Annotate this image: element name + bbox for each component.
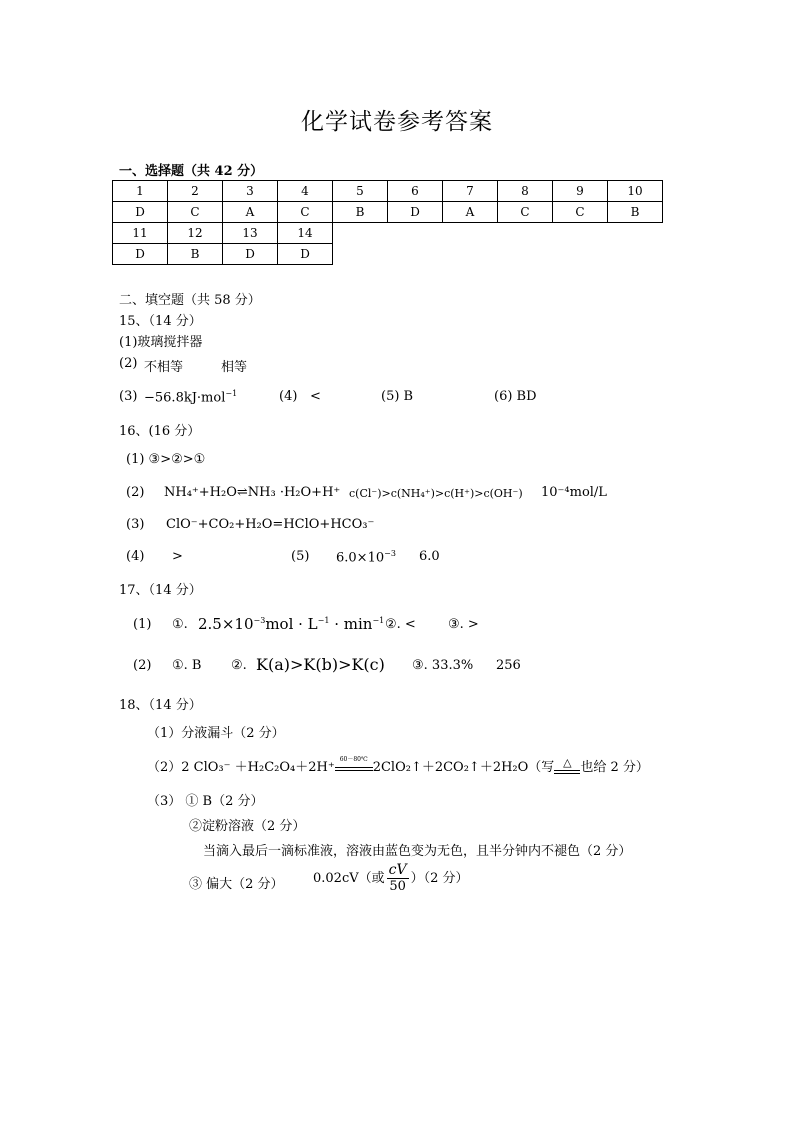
q16-answer-4: > <box>172 549 183 564</box>
page-title: 化学试卷参考答案 <box>301 109 493 135</box>
q15-answer-4-num: (4) <box>279 389 298 404</box>
q18-equation-end: 也给 2 分） <box>580 760 649 775</box>
q15-answer-4: < <box>310 389 321 404</box>
q18-equation-lead: （2）2 ClO₃⁻ ＋H₂C₂O₄＋2H⁺ <box>147 760 335 775</box>
answer-cell: A <box>223 202 278 223</box>
q15-answer-2-first: 不相等 <box>144 360 184 375</box>
q18-answer-3-2-desc: 当滴入最后一滴标准液，溶液由蓝色变为无色，且半分钟内不褪色（2 分） <box>203 844 632 859</box>
table-row <box>113 181 663 202</box>
question-number: 4 <box>278 181 333 202</box>
question-number: 9 <box>553 181 608 202</box>
q17-rate-value: 2.5×10 <box>198 615 254 633</box>
q18-value-text: 0.02cV（或 <box>313 871 385 886</box>
q16-answer-5-exp: −3 <box>384 549 396 558</box>
q17-answer-2-num: (2) <box>133 658 152 673</box>
q17-answer-1-num: (1) <box>133 617 152 632</box>
answer-cell: C <box>553 202 608 223</box>
q17-rate-unit-exp: −1 <box>317 616 330 625</box>
q18-answer-3-2: ②淀粉溶液（2 分） <box>189 819 306 834</box>
section-choice-heading: 一、选择题（共 42 分） <box>119 164 264 179</box>
answer-cell: A <box>443 202 498 223</box>
q15-answer-1: (1)玻璃搅拌器 <box>119 335 203 350</box>
question-number: 8 <box>498 181 553 202</box>
fraction-numerator: cV <box>388 862 407 878</box>
q16-answer-1: (1) ③>②>① <box>126 452 206 467</box>
q15-answer-3-value: −56.8kJ·mol <box>144 390 226 406</box>
q16-answer-2-equation: NH₄⁺+H₂O⇌NH₃ ·H₂O+H⁺ <box>164 485 341 500</box>
answer-cell: C <box>168 202 223 223</box>
question-number: 10 <box>608 181 663 202</box>
q17-answer-2-part3: ③. 33.3% <box>412 658 474 673</box>
q16-label: 16、(16 分） <box>119 424 201 439</box>
q18-answer-3-1: （3） ① B（2 分） <box>147 794 264 809</box>
q18-answer-3-3-value <box>313 863 468 894</box>
q16-answer-5-value: 6.0×10 <box>336 550 385 566</box>
question-number: 1 <box>113 181 168 202</box>
question-number: 11 <box>113 223 168 244</box>
answer-cell: B <box>608 202 663 223</box>
answer-cell: C <box>278 202 333 223</box>
q17-answer-2-part2: K(a)>K(b)>K(c) <box>256 655 385 674</box>
q17-rate-unit-min: · min <box>329 615 373 633</box>
answer-cell: C <box>498 202 553 223</box>
q18-answer-3-3: ③ 偏大（2 分） <box>189 877 284 892</box>
question-number: 7 <box>443 181 498 202</box>
reaction-condition-text: 60－80℃ <box>339 755 368 763</box>
q16-answer-5-second: 6.0 <box>419 549 440 564</box>
choice-table-row2 <box>112 222 333 265</box>
q15-answer-3-exp: −1 <box>225 389 238 398</box>
q17-rate-unit: mol · L <box>265 615 318 633</box>
q15-answer-3-num: (3) <box>119 389 138 404</box>
q15-answer-5: (5) B <box>381 389 414 404</box>
q15-answer-3 <box>144 389 237 405</box>
answer-cell: B <box>168 244 223 265</box>
table-row <box>113 202 663 223</box>
q17-rate-exp: −3 <box>253 616 266 625</box>
question-number: 2 <box>168 181 223 202</box>
q15-answer-2-second: 相等 <box>221 360 248 375</box>
q17-answer-1-part2: ②. < <box>385 617 416 632</box>
question-number: 13 <box>223 223 278 244</box>
question-number: 14 <box>278 223 333 244</box>
q17-label: 17、（14 分） <box>119 583 202 598</box>
q16-answer-5-num: (5) <box>291 549 310 564</box>
table-row <box>113 244 333 265</box>
q18-label: 18、（14 分） <box>119 698 202 713</box>
q17-answer-2-part1: ①. B <box>172 658 202 673</box>
answer-cell: D <box>113 202 168 223</box>
answer-cell: D <box>223 244 278 265</box>
q16-answer-2-conc: 10⁻⁴mol/L <box>541 485 607 500</box>
q17-answer-1-part1: ①. <box>172 617 188 632</box>
q16-answer-2-order: c(Cl⁻)>c(NH₄⁺)>c(H⁺)>c(OH⁻) <box>349 487 523 500</box>
fraction <box>387 863 409 894</box>
q18-value-end: ）（2 分） <box>410 871 469 886</box>
q15-label: 15、（14 分） <box>119 314 202 329</box>
q16-answer-2-num: (2) <box>126 485 145 500</box>
q17-answer-2-part2-label: ②. <box>231 658 247 673</box>
q15-answer-6: (6) BD <box>494 389 537 404</box>
choice-table-row1 <box>112 180 663 223</box>
q18-equation-tail: 2ClO₂↑＋2CO₂↑＋2H₂O（写 <box>372 760 555 775</box>
q18-answer-1: （1）分液漏斗（2 分） <box>147 726 285 741</box>
q16-answer-3-num: (3) <box>126 517 145 532</box>
q18-answer-2 <box>147 756 649 776</box>
question-number: 12 <box>168 223 223 244</box>
heat-symbol-arrow <box>554 755 580 776</box>
q17-rate-unit-min-exp: −1 <box>372 616 385 625</box>
reaction-condition-arrow <box>335 755 373 776</box>
question-number: 3 <box>223 181 278 202</box>
question-number: 6 <box>388 181 443 202</box>
q17-answer-1-part3: ③. > <box>448 617 479 632</box>
answer-cell: B <box>333 202 388 223</box>
answer-cell: D <box>113 244 168 265</box>
q16-answer-5 <box>336 549 396 565</box>
heat-symbol: △ <box>563 755 572 769</box>
answer-cell: D <box>388 202 443 223</box>
fraction-denominator: 50 <box>389 879 406 894</box>
q17-answer-2-part4: 256 <box>496 658 521 673</box>
q15-answer-2-num: (2) <box>119 356 138 371</box>
q16-answer-4-num: (4) <box>126 549 145 564</box>
q17-answer-1-rate <box>198 615 384 633</box>
q16-answer-3-equation: ClO⁻+CO₂+H₂O=HClO+HCO₃⁻ <box>166 517 375 532</box>
question-number: 5 <box>333 181 388 202</box>
answer-cell: D <box>278 244 333 265</box>
section-fill-heading: 二、填空题（共 58 分） <box>119 293 261 308</box>
table-row <box>113 223 333 244</box>
